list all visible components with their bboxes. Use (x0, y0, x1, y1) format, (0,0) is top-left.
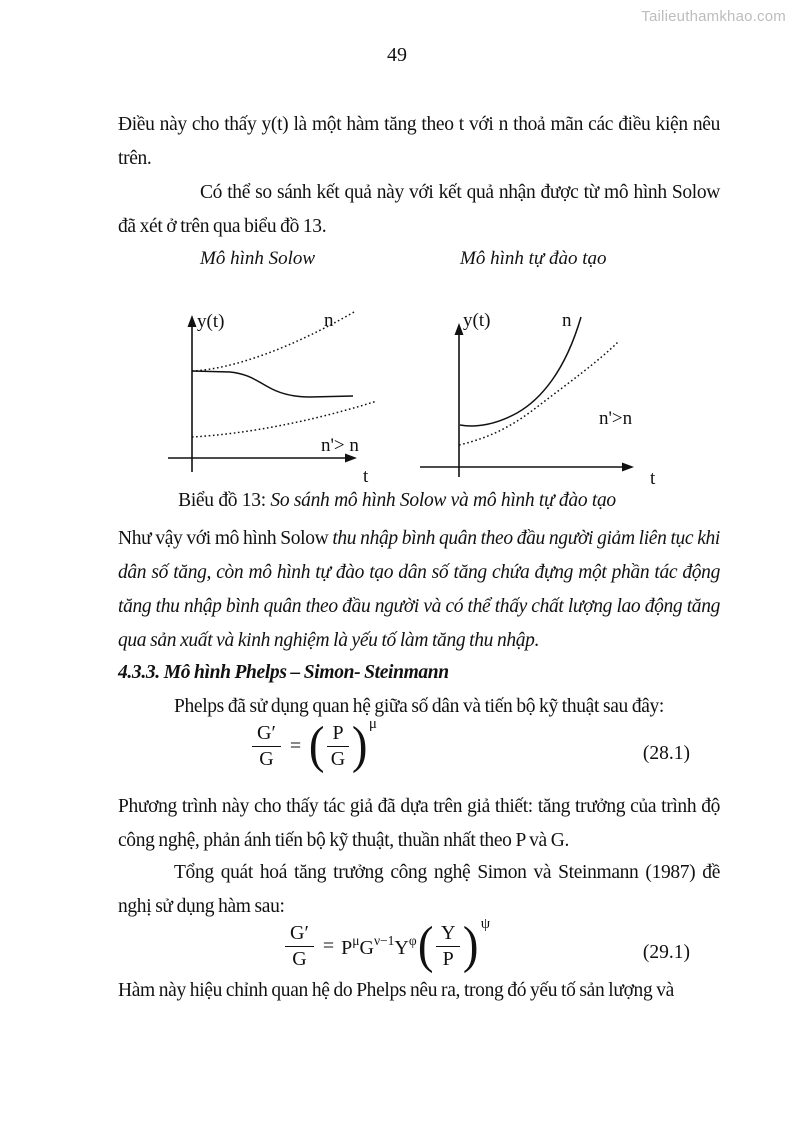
y-axis-label: y(t) (197, 311, 225, 332)
exponent-psi: ψ (480, 916, 491, 932)
section-heading-4-3-3: 4.3.3. Mô hình Phelps – Simon- Steinmann (118, 662, 449, 683)
figure-titles (118, 248, 720, 278)
caption-text: So sánh mô hình Solow và mô hình tự đào tạo (270, 490, 616, 511)
lower-dotted-curve-n-prime (192, 401, 377, 437)
exponent-mu: μ (368, 716, 377, 732)
paragraph-compare: Có thể so sánh kết quả này với kết quả nhận được từ mô hình Solow đã xét ở trên qua biểu đồ 13. (118, 182, 720, 237)
equation-28-1-row (118, 716, 720, 786)
curve-label-n-prime: n'>n (599, 408, 633, 429)
caption-label: Biểu đồ 13: (178, 490, 271, 511)
right-chart-title: Mô hình tự đào tạo (460, 248, 607, 269)
base-Y: Y (394, 937, 409, 959)
term-P (341, 933, 359, 960)
self-training-model-chart (415, 300, 670, 496)
paragraph-conclusion-lead: Như vậy với mô hình Solow (118, 528, 333, 549)
lhs-denominator: G (292, 948, 307, 970)
paragraph-conclusion (118, 522, 720, 658)
x-axis-label: t (363, 466, 369, 487)
term-G (359, 933, 394, 960)
left-paren: ( (308, 717, 325, 775)
solid-curve-n (460, 317, 581, 426)
solow-model-chart (160, 300, 390, 496)
rhs-denominator: P (442, 948, 454, 970)
y-axis-label: y(t) (463, 310, 491, 331)
rhs-numerator: Y (436, 922, 460, 947)
curve-label-n-prime: n'> n (321, 435, 359, 456)
exponent-mu: μ (352, 933, 360, 948)
paragraph-conclusion-italic: thu nhập bình quân theo đầu người giảm liên tục khi dân số tăng, còn mô hình tự đào tạo dân số tăng chứa đựng một phần tác động tăng thu nhập bình quân theo đầu người và có thể thấy chất lượng lao động tăng qua sản xuất và kinh nghiệm là yếu tố làm tăng thu nhập. (118, 528, 720, 651)
equation-number: (28.1) (642, 743, 690, 764)
rhs-numerator: P (327, 722, 348, 747)
equals-sign: = (322, 935, 335, 957)
base-P: P (341, 937, 353, 959)
left-paren: ( (417, 917, 434, 975)
solid-income-curve (192, 371, 353, 397)
lhs-numerator: G′ (285, 922, 314, 947)
rhs-denominator: G (330, 748, 346, 770)
equation-number: (29.1) (642, 942, 690, 963)
paragraph-generalization: Tổng quát hoá tăng trưởng công nghệ Simon và Steinmann (1987) đề nghị sử dụng hàm sau: (118, 862, 720, 917)
dotted-curve-n-prime (459, 341, 619, 445)
paragraph-final: Hàm này hiệu chỉnh quan hệ do Phelps nêu ra, trong đó yếu tố sản lượng và (118, 980, 674, 1001)
paragraph-phelps: Phelps đã sử dụng quan hệ giữa số dân và tiến bộ kỹ thuật sau đây: (174, 696, 664, 717)
right-paren: ) (351, 717, 368, 775)
term-Y (394, 933, 416, 960)
y-axis-arrowhead (188, 315, 197, 327)
rhs-fraction (436, 922, 460, 971)
paragraph-intro: Điều này cho thấy y(t) là một hàm tăng theo t với n thoả mãn các điều kiện nêu trên. (118, 114, 720, 169)
curve-label-n: n (324, 310, 334, 331)
equation-29-1 (283, 916, 491, 975)
lhs-numerator: G′ (252, 722, 281, 747)
paragraph-assumption: Phương trình này cho thấy tác giả đã dựa trên giả thiết: tăng trưởng của trình độ công nghệ, phản ánh tiến bộ kỹ thuật, thuần nhất theo P và G. (118, 796, 720, 851)
base-G: G (359, 937, 374, 959)
rhs-fraction (327, 722, 348, 771)
x-axis-arrowhead (622, 463, 634, 472)
exponent-nu-minus-1: ν−1 (373, 933, 395, 948)
page-number: 49 (387, 44, 407, 66)
curve-label-n: n (562, 310, 572, 331)
left-chart-title: Mô hình Solow (200, 248, 316, 269)
equals-sign: = (289, 735, 302, 757)
lhs-fraction (252, 722, 281, 771)
x-axis-label: t (650, 468, 656, 489)
watermark: Tailieuthamkhao.com (641, 8, 786, 25)
equation-28-1 (250, 716, 377, 775)
figure-bieu-do-13 (118, 300, 720, 496)
exponent-phi: φ (408, 933, 417, 948)
lhs-denominator: G (259, 748, 274, 770)
figure-caption (97, 490, 697, 512)
right-paren: ) (463, 917, 479, 975)
lhs-fraction (285, 922, 314, 971)
